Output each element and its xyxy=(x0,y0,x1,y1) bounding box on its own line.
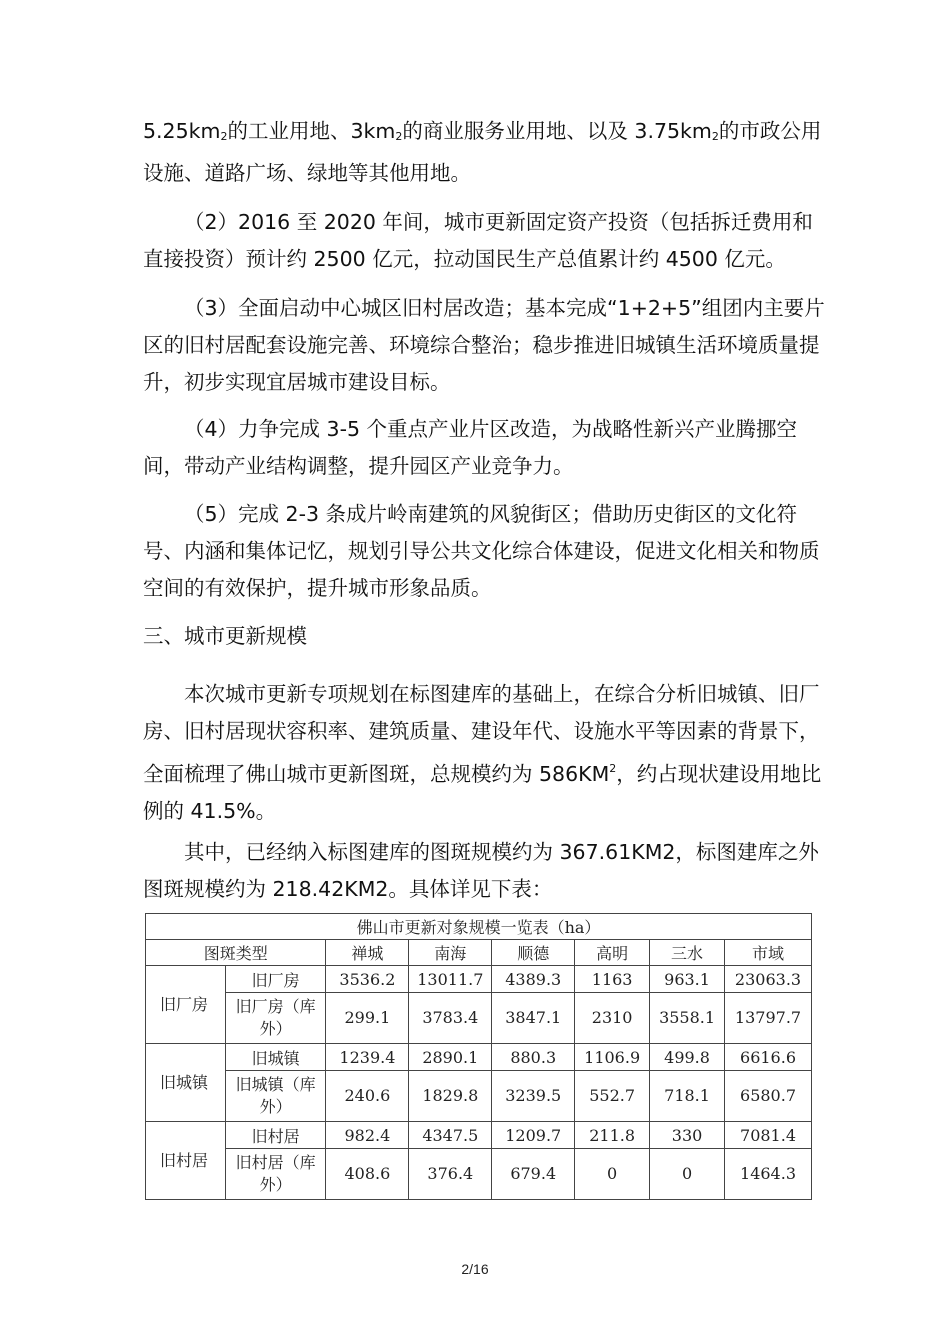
table-cell: 4389.3 xyxy=(492,966,575,993)
table-cell: 963.1 xyxy=(650,966,725,993)
table-cell: 718.1 xyxy=(650,1071,725,1122)
table-cell: 23063.3 xyxy=(725,966,812,993)
table-cell: 3847.1 xyxy=(492,993,575,1044)
table-cell: 982.4 xyxy=(326,1122,409,1149)
table-row xyxy=(146,1149,812,1200)
table-caption: 佛山市更新对象规模一览表（ha） xyxy=(146,914,812,940)
row-label: 旧厂房（库外） xyxy=(225,993,326,1044)
paragraph-investment: （2）2016 至 2020 年间，城市更新固定资产投资（包括拆迁费用和直接投资）预计约 2500 亿元，拉动国民生产总值累计约 4500 亿元。 xyxy=(143,210,813,271)
row-label: 旧城镇（库外） xyxy=(225,1071,326,1122)
table-cell: 376.4 xyxy=(409,1149,492,1200)
table-cell: 552.7 xyxy=(575,1071,650,1122)
page-number: 2/16 xyxy=(461,1261,489,1277)
table-cell: 0 xyxy=(650,1149,725,1200)
table-cell: 1209.7 xyxy=(492,1122,575,1149)
table-cell: 1163 xyxy=(575,966,650,993)
header-cell: 顺德 xyxy=(492,940,575,966)
table-cell: 2890.1 xyxy=(409,1044,492,1071)
paragraph-historic-district: （5）完成 2-3 条成片岭南建筑的风貌街区；借助历史街区的文化符号、内涵和集体记忆，规划引导公共文化综合体建设，促进文化相关和物质空间的有效保护，提升城市形象品质。 xyxy=(143,502,820,600)
table-row xyxy=(146,966,812,993)
table-cell: 13011.7 xyxy=(409,966,492,993)
renewal-scale-table xyxy=(145,913,812,1200)
table-cell: 1106.9 xyxy=(575,1044,650,1071)
section-heading: 三、城市更新规模 xyxy=(143,624,307,648)
table-cell: 6580.7 xyxy=(725,1071,812,1122)
table-cell: 0 xyxy=(575,1149,650,1200)
table-cell: 299.1 xyxy=(326,993,409,1044)
table-cell: 3783.4 xyxy=(409,993,492,1044)
table-cell: 408.6 xyxy=(326,1149,409,1200)
table-cell: 211.8 xyxy=(575,1122,650,1149)
header-cell: 图斑类型 xyxy=(146,940,326,966)
table-cell: 4347.5 xyxy=(409,1122,492,1149)
table-cell: 6616.6 xyxy=(725,1044,812,1071)
table-cell: 499.8 xyxy=(650,1044,725,1071)
paragraph-old-village: （3）全面启动中心城区旧村居改造；基本完成“1+2+5”组团内主要片区的旧村居配套设施完善、环境综合整治；稳步推进旧城镇生活环境质量提升，初步实现宜居城市建设目标。 xyxy=(143,296,825,394)
row-label: 旧村居 xyxy=(225,1122,326,1149)
header-cell: 高明 xyxy=(575,940,650,966)
table-cell: 13797.7 xyxy=(725,993,812,1044)
table-cell: 679.4 xyxy=(492,1149,575,1200)
table-cell: 3536.2 xyxy=(326,966,409,993)
table-cell: 1829.8 xyxy=(409,1071,492,1122)
table-cell: 2310 xyxy=(575,993,650,1044)
paragraph-industrial: （4）力争完成 3-5 个重点产业片区改造，为战略性新兴产业腾挪空间，带动产业结构调整，提升园区产业竞争力。 xyxy=(143,417,798,478)
table-cell: 3239.5 xyxy=(492,1071,575,1122)
header-cell: 市域 xyxy=(725,940,812,966)
table-cell: 1239.4 xyxy=(326,1044,409,1071)
table-cell: 1464.3 xyxy=(725,1149,812,1200)
table-row xyxy=(146,1044,812,1071)
row-label: 旧厂房 xyxy=(225,966,326,993)
header-cell: 南海 xyxy=(409,940,492,966)
paragraph-land-use: $5.25km_2$的工业用地、$3km_2$的商业服务业用地、以及 $3.75km_2$的市政公用设施、道路广场、绿地等其他用地。 xyxy=(143,119,822,185)
table-cell: 7081.4 xyxy=(725,1122,812,1149)
group-label: 旧村居 xyxy=(146,1122,226,1200)
table-row xyxy=(146,1071,812,1122)
table-row xyxy=(146,993,812,1044)
header-cell: 禅城 xyxy=(326,940,409,966)
table-cell: 240.6 xyxy=(326,1071,409,1122)
table-cell: 330 xyxy=(650,1122,725,1149)
paragraph-table-intro: 其中，已经纳入标图建库的图斑规模约为 367.61KM2，标图建库之外图斑规模约为 218.42KM2。具体详见下表： xyxy=(143,840,819,901)
table-cell: 3558.1 xyxy=(650,993,725,1044)
table-cell: 880.3 xyxy=(492,1044,575,1071)
group-label: 旧城镇 xyxy=(146,1044,226,1122)
row-label: 旧村居（库外） xyxy=(225,1149,326,1200)
paragraph-scale: 本次城市更新专项规划在标图建库的基础上，在综合分析旧城镇、旧厂房、旧村居现状容积率、建筑质量、建设年代、设施水平等因素的背景下，全面梳理了佛山城市更新图斑，总规模约为 $586KM^2$，约占现状建设用地比例的 41.5%。 xyxy=(143,682,822,823)
table-header-row xyxy=(146,940,812,966)
table-row xyxy=(146,1122,812,1149)
header-cell: 三水 xyxy=(650,940,725,966)
row-label: 旧城镇 xyxy=(225,1044,326,1071)
group-label: 旧厂房 xyxy=(146,966,226,1044)
